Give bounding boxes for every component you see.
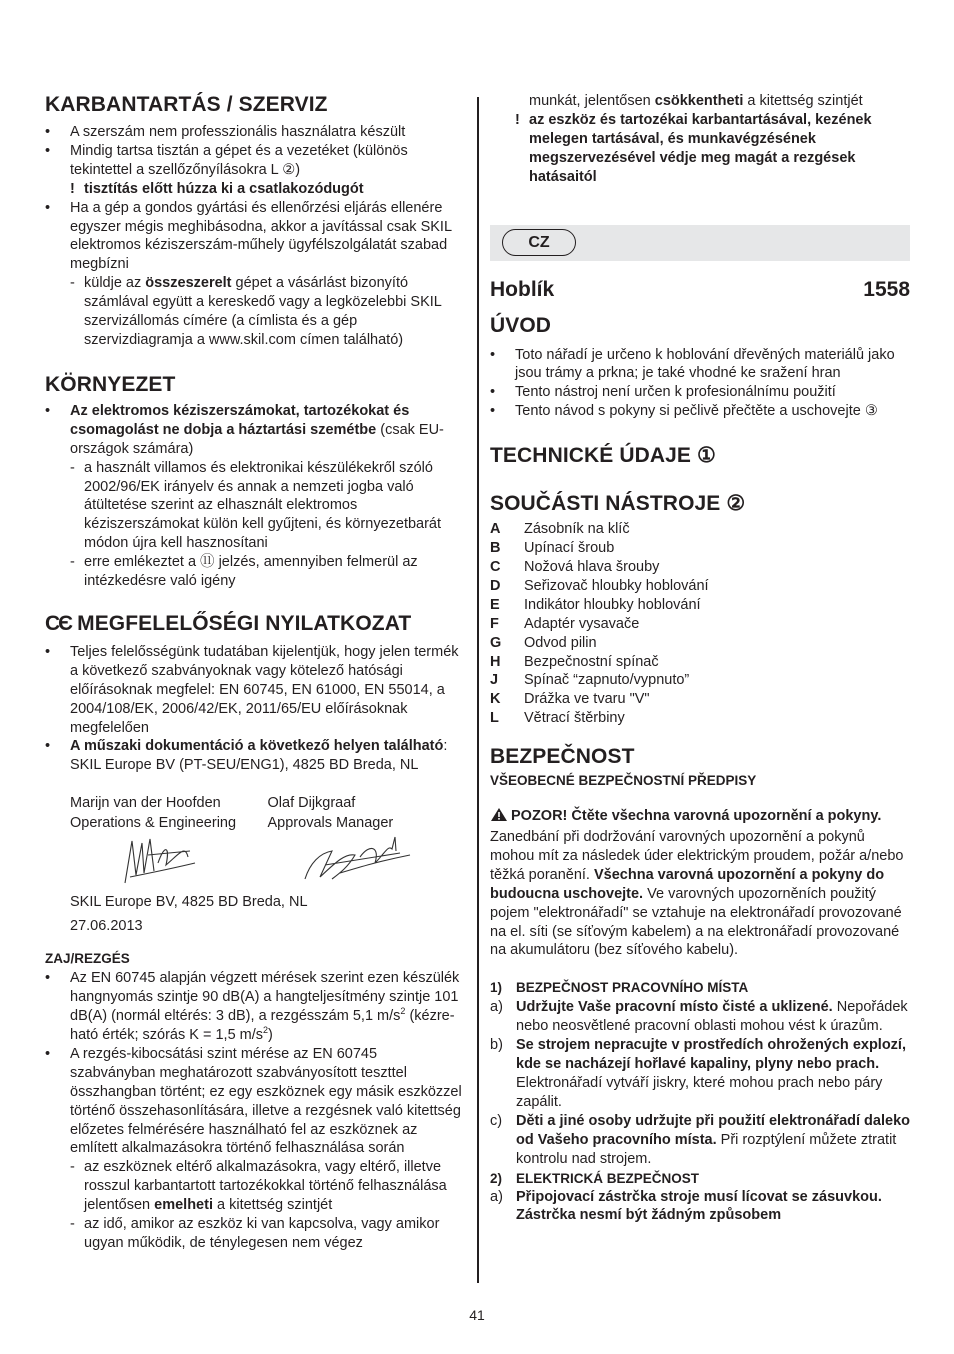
part-label: Indikátor hloubky hoblování [524,596,701,613]
warning-triangle-icon [490,807,508,828]
numbered-heading: 2) ELEKTRICKÁ BEZPEČNOST [490,1170,700,1186]
parts-list-item [490,596,910,615]
part-label: Zásobník na klíč [524,521,630,538]
list-item: • Toto nářadí je určeno k hoblování dřevěných materiálů jako jsou trámy a prkna; je také vhodné ke sražení hran [490,346,895,382]
signer-name: Olaf Dijkgraaf [267,795,356,812]
left-column [45,92,465,1253]
part-key: E [490,596,500,613]
parts-list-item [490,634,910,653]
part-key: H [490,653,501,670]
list-item: • A rezgés-kibocsátási szint mérése az EN 60745 szabványban meghatározott szabványosított teszttel összhangban történt; ez egy eszköznek egy másik eszközzel történő összehasonlítására, illetve a rezgésnek való kitettség előzetes felmérésére használható fel az eszköznek az említett alkalmazásokra történő felhasználása során [45,1045,462,1157]
warning-item: ! tisztítás előtt húzza ki a csatlakozódugót [70,180,364,197]
part-key: K [490,691,501,708]
part-key: B [490,540,501,557]
parts-list-item [490,653,910,672]
numbered-heading: 1) BEZPEČNOST PRACOVNÍHO MÍSTA [490,980,749,996]
numbered-item: b) Se strojem nepracujte v prostředích ohrožených explozí, kde se nacházejí hořlavé kapaliny, plyny nebo prach. Elektronářadí vytváří jiskry, které mohou prach nebo páry zapálit. [490,1037,906,1110]
product-name: Hoblík [490,277,555,301]
part-key: F [490,615,499,632]
sub-list-item: - az eszköznek eltérő alkalmazásokra, vagy eltérő, illetve rosszul karbantartott tartozékokkal történő felhasználása jelentősen emelheti a kitettség szintjét [70,1159,447,1214]
part-label: Spínač “zapnuto/vypnuto” [524,672,690,689]
part-key: C [490,558,501,575]
section-title-karbantartas: KARBANTARTÁS / SZERVIZ [45,93,328,116]
numbered-item: a) Připojovací zástrčka stroje musí lícovat se zásuvkou. Zástrčka nesmí být žádným způsobem [490,1188,882,1224]
signer-name: Marijn van der Hoofden [70,795,221,812]
numbered-item: c) Děti a jiné osoby udržujte při použití elektronářadí daleko od Vašeho pracovního místa. Při rozptýlení můžete ztratit kontrolu nad strojem. [490,1112,910,1167]
signer-role: Approvals Manager [267,815,394,832]
part-key: A [490,521,501,538]
part-key: J [490,672,499,689]
part-label: Větrací štěrbiny [524,710,625,727]
section-title-technicke-udaje: TECHNICKÉ ÚDAJE ① [490,444,716,468]
part-key: G [490,634,502,651]
part-label: Adaptér vysavače [524,615,640,632]
section-title-kornyezet: KÖRNYEZET [45,372,176,396]
warning-item: ! az eszköz és tartozékai karbantartásával, kezének melegen tartásával, és munkavégzésének megszervezésével védje meg magát a rezgések hatásaitól [515,111,872,185]
sub-list-item: - a használt villamos és elektronikai készülékekről szóló 2002/96/EK irányelv és annak a nemzeti jogba való átültetése szerint az elhasznált elektromos kéziszerszámokat külön kell gyűjteni, és környezetbarát módon újra kell hasznosítani [70,459,442,552]
section-title-bezpecnost: BEZPEČNOST [490,745,635,769]
section-title-uvod: ÚVOD [490,313,552,337]
ce-mark-icon: CЄ [45,611,72,635]
product-heading [490,277,910,303]
parts-list-item [490,520,910,539]
continued-text: munkát, jelentősen csökkentheti a kitettség szintjét [529,93,863,109]
page-number: 41 [469,1307,485,1323]
parts-list-item [490,577,910,596]
list-item: • Az EN 60745 alapján végzett mérések szerint ezen készülék hangnyomás szintje 90 dB(A) a hangteljesítmény szintje 101 dB(A) (normál eltérés: 3 dB), a rezgésszám 5,1 $m/s^2$ (kézre-ható érték; szórás K = 1,5 $m/s^2$) [45,970,460,1043]
subsection-title: VŠEOBECNÉ BEZPEČNOSTNÍ PŘEDPISY [490,773,757,789]
signatures-image [45,833,465,891]
parts-list-item [490,690,910,709]
signature-block [45,793,465,833]
list-item: • Tento nástroj není určen k profesionálnímu použití [490,384,836,401]
section-title-soucasti: SOUČÁSTI NÁSTROJE ② [490,492,746,516]
parts-list-item [490,558,910,577]
sub-list-item: - küldje az összeszerelt gépet a vásárlást bizonyító számlával együtt a kereskedő vagy a legközelebbi SKIL szervizállomás címére (a címlista és a gép szervizdiagramja a www.skil.com címen található) [70,275,442,348]
right-column [490,92,910,1225]
list-item: • Teljes felelősségünk tudatában kijelentjük, hogy jelen termék a következő szabványoknak vagy kötelező hatósági előírásoknak megfelel: EN 60745, EN 61000, EN 55014, a 2004/108/EK, 2006/42/EK, 2011/65/EU előírásoknak megfelelően [45,643,459,736]
list-item: • A szerszám nem professzionális használatra készült [45,124,406,140]
list-item: • Az elektromos kéziszerszámokat, tartozékokat és csomagolást ne dobja a háztartási szemétbe (csak EU-országok számára) [45,402,444,457]
parts-list-item [490,671,910,690]
part-label: Drážka ve tvaru "V" [524,691,650,708]
column-divider [477,97,479,1283]
signer-role: Operations & Engineering [70,815,237,832]
list-item: • Mindig tartsa tisztán a gépet és a vezetéket (különös tekintettel a szellőzőnyílásokra L ②) [45,142,408,178]
part-label: Upínací šroub [524,540,615,557]
part-key: D [490,577,501,594]
signature-date: 27.06.2013 [70,918,143,935]
sub-list-item: - az idő, amikor az eszköz ki van kapcsolva, vagy amikor ugyan működik, de ténylegesen nem végez [70,1216,440,1251]
list-item: • A műszaki dokumentáció a következő helyen található: SKIL Europe BV (PT-SEU/ENG1), 4825 BD Breda, NL [45,738,448,774]
numbered-item: a) Udržujte Vaše pracovní místo čisté a uklizené. Nepořádek nebo neosvětlené pracovní oblasti mohou vést k úrazům. [490,999,908,1035]
signature-company: SKIL Europe BV, 4825 BD Breda, NL [70,894,308,911]
list-item: • Tento návod s pokyny si pečlivě přečtěte a uschovejte ③ [490,403,878,420]
part-label: Bezpečnostní spínač [524,653,659,670]
language-bar [490,225,910,261]
part-key: L [490,710,499,727]
warning-paragraph: POZOR! Čtěte všechna varovná upozornění a pokyny. Zanedbání při dodržování varovných upozornění a pokynů mohou mít za následek úder elektrickým proudem, požár a/nebo těžká poranění. Všechna varovná upozornění a pokyny do budoucna uschovejte. Ve varovných upozorněních použitý pojem "elektronářadí" se vztahuje na elektronářadí provozované na el. síti (se síťovým kabelem) a na elektronářadí provozované na akumulátoru (bez síťového kabelu). [490,808,904,959]
part-label: Nožová hlava šrouby [524,558,660,575]
section-title-megfeleloseg: CЄ MEGFELELŐSÉGI NYILATKOZAT [45,611,412,635]
sub-list-item: - erre emlékeztet a ⑪ jelzés, amennyiben felmerül az intézkedésre való igény [70,554,418,590]
section-title-zaj: ZAJ/REZGÉS [45,951,130,967]
language-badge: CZ [502,229,576,256]
parts-list-item [490,539,910,558]
signature-icon [70,833,450,891]
parts-list-item [490,615,910,634]
product-number: 1558 [863,277,910,301]
part-label: Seřizovač hloubky hoblování [524,577,709,594]
part-label: Odvod pilin [524,634,597,651]
parts-list-item [490,709,910,728]
parts-list [490,520,910,728]
list-item: • Ha a gép a gondos gyártási és ellenőrzési eljárás ellenére egyszer mégis meghibásodna, akkor a javítással csak SKIL elektromos kéziszerszám-műhely ügyfélszolgálatát szabad megbízni [45,199,452,273]
